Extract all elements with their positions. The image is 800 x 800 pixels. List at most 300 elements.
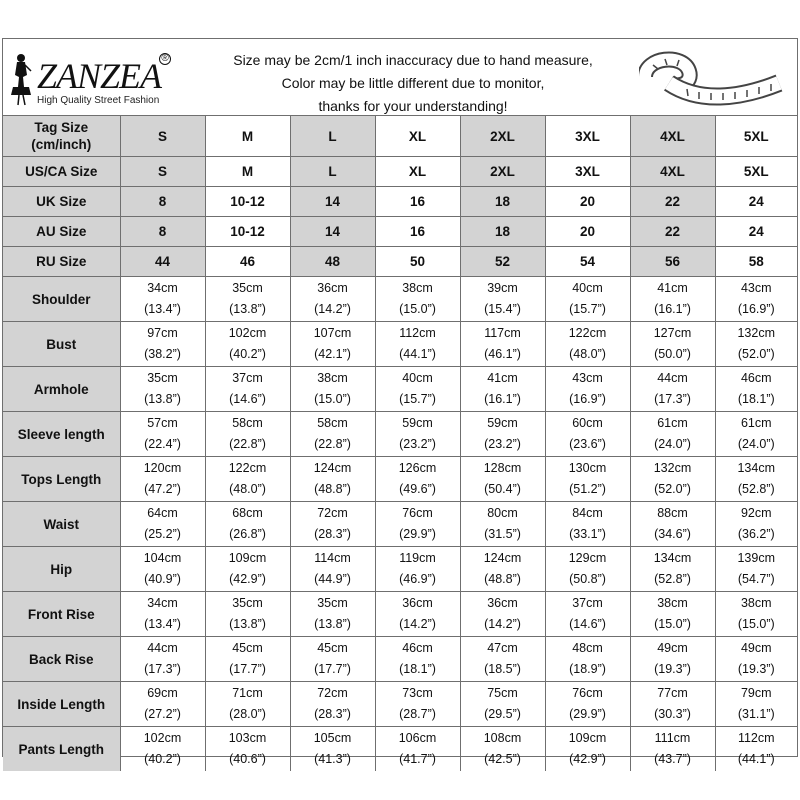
size-row-label: US/CA Size <box>3 157 120 187</box>
cm-value: 117cm <box>484 326 521 340</box>
measurement-cell <box>120 682 205 727</box>
inch-value: (22.8”) <box>229 437 266 451</box>
measurement-label: Tops Length <box>3 457 120 502</box>
cm-value: 119cm <box>399 551 436 565</box>
cm-value: 76cm <box>572 686 603 700</box>
inch-value: (13.4”) <box>144 617 181 631</box>
inch-value: (13.8”) <box>229 302 266 316</box>
inch-value: (28.3”) <box>314 707 351 721</box>
cm-value: 80cm <box>487 506 518 520</box>
measurement-cell <box>205 637 290 682</box>
measurement-cell <box>290 592 375 637</box>
size-cell: 10-12 <box>205 187 290 217</box>
cm-value: 84cm <box>572 506 603 520</box>
cm-value: 106cm <box>398 731 437 745</box>
cm-value: 122cm <box>228 461 267 475</box>
cm-value: 57cm <box>147 416 178 430</box>
fashion-figure-icon <box>7 51 35 107</box>
inch-value: (17.3”) <box>654 392 691 406</box>
measurement-cell <box>545 367 630 412</box>
cm-value: 64cm <box>147 506 178 520</box>
size-cell: 22 <box>630 217 715 247</box>
measurement-cell <box>205 457 290 502</box>
cm-value: 108cm <box>483 731 522 745</box>
measurement-cell <box>375 322 460 367</box>
sizing-notice <box>203 49 623 118</box>
measurement-cell <box>545 277 630 322</box>
inch-value: (49.6”) <box>399 482 436 496</box>
inch-value: (15.0”) <box>737 617 775 631</box>
measurement-cell <box>460 682 545 727</box>
size-row <box>3 247 797 277</box>
size-cell: S <box>120 157 205 187</box>
inch-value: (24.0”) <box>737 437 775 451</box>
measurement-row <box>3 637 797 682</box>
inch-value: (50.4”) <box>484 482 521 496</box>
measurement-cell <box>120 592 205 637</box>
cm-value: 132cm <box>737 326 776 340</box>
cm-value: 107cm <box>313 326 352 340</box>
size-cell: 2XL <box>460 116 545 157</box>
cm-value: 102cm <box>228 326 267 340</box>
inch-value: (50.8”) <box>569 572 606 586</box>
measurement-cell <box>545 412 630 457</box>
size-row-label <box>3 116 120 157</box>
measurement-cell <box>545 502 630 547</box>
cm-value: 102cm <box>143 731 182 745</box>
size-cell: 48 <box>290 247 375 277</box>
size-cell: L <box>290 116 375 157</box>
inch-value: (23.6”) <box>569 437 606 451</box>
inch-value: (44.9”) <box>314 572 351 586</box>
measurement-cell <box>545 547 630 592</box>
cm-value: 124cm <box>313 461 352 475</box>
inch-value: (30.3”) <box>654 707 691 721</box>
measurement-label: Armhole <box>3 367 120 412</box>
inch-value: (13.8”) <box>144 392 181 406</box>
measurement-cell <box>290 322 375 367</box>
inch-value: (46.9”) <box>399 572 436 586</box>
notice-line: Size may be 2cm/1 inch inaccuracy due to hand measure, <box>233 52 593 68</box>
cm-value: 47cm <box>487 641 518 655</box>
cm-value: 45cm <box>317 641 348 655</box>
measurement-cell <box>120 547 205 592</box>
cm-value: 126cm <box>398 461 437 475</box>
inch-value: (19.3”) <box>654 662 691 676</box>
inch-value: (15.7”) <box>399 392 436 406</box>
measurement-cell <box>375 457 460 502</box>
measurement-cell <box>630 277 715 322</box>
cm-value: 38cm <box>740 596 772 610</box>
measurement-cell <box>290 412 375 457</box>
inch-value: (16.9”) <box>737 302 775 316</box>
measuring-tape-icon <box>639 43 785 113</box>
measurement-cell <box>375 682 460 727</box>
size-cell: 2XL <box>460 157 545 187</box>
size-cell: 8 <box>120 187 205 217</box>
size-cell: 4XL <box>630 157 715 187</box>
cm-value: 34cm <box>147 596 178 610</box>
measurement-cell <box>460 367 545 412</box>
measurement-cell <box>120 502 205 547</box>
measurement-cell <box>290 367 375 412</box>
size-cell: 54 <box>545 247 630 277</box>
measurement-cell <box>545 637 630 682</box>
inch-value: (25.2”) <box>144 527 181 541</box>
size-cell: 58 <box>715 247 797 277</box>
brand-tagline: High Quality Street Fashion <box>37 95 160 106</box>
inch-value: (28.3”) <box>314 527 351 541</box>
measurement-cell <box>715 322 797 367</box>
cm-value: 92cm <box>740 506 772 520</box>
inch-value: (42.9”) <box>229 572 266 586</box>
measurement-cell <box>205 502 290 547</box>
inch-value: (14.2”) <box>314 302 351 316</box>
measurement-cell <box>715 457 797 502</box>
inch-value: (47.2”) <box>144 482 181 496</box>
cm-value: 58cm <box>232 416 263 430</box>
measurement-cell <box>630 637 715 682</box>
inch-value: (14.6”) <box>569 617 606 631</box>
measurement-cell <box>630 682 715 727</box>
label-line: (cm/inch) <box>31 137 92 152</box>
size-cell: 14 <box>290 187 375 217</box>
measurement-cell <box>630 547 715 592</box>
inch-value: (22.4”) <box>144 437 181 451</box>
inch-value: (36.2”) <box>737 527 775 541</box>
inch-value: (48.8”) <box>314 482 351 496</box>
size-cell: M <box>205 157 290 187</box>
cm-value: 120cm <box>143 461 182 475</box>
inch-value: (41.3”) <box>314 752 351 766</box>
inch-value: (13.8”) <box>314 617 351 631</box>
measurement-cell <box>375 547 460 592</box>
inch-value: (52.8”) <box>654 572 691 586</box>
size-cell: S <box>120 116 205 157</box>
inch-value: (52.0”) <box>654 482 691 496</box>
cm-value: 40cm <box>402 371 433 385</box>
measurement-cell <box>460 547 545 592</box>
inch-value: (15.7”) <box>569 302 606 316</box>
measurement-cell <box>120 637 205 682</box>
cm-value: 105cm <box>313 731 352 745</box>
cm-value: 71cm <box>232 686 263 700</box>
cm-value: 77cm <box>657 686 688 700</box>
cm-value: 59cm <box>402 416 433 430</box>
measurement-cell <box>375 502 460 547</box>
cm-value: 48cm <box>572 641 603 655</box>
measurement-cell <box>375 412 460 457</box>
cm-value: 129cm <box>568 551 607 565</box>
inch-value: (40.6”) <box>229 752 266 766</box>
cm-value: 36cm <box>317 281 348 295</box>
size-row-label: AU Size <box>3 217 120 247</box>
size-cell: 16 <box>375 217 460 247</box>
measurement-cell <box>290 727 375 772</box>
measurement-cell <box>630 412 715 457</box>
inch-value: (23.2”) <box>484 437 521 451</box>
measurement-cell <box>205 592 290 637</box>
cm-value: 127cm <box>653 326 692 340</box>
notice-line: thanks for your understanding! <box>318 98 508 114</box>
inch-value: (13.8”) <box>229 617 266 631</box>
measurement-cell <box>460 592 545 637</box>
zanzea-logo <box>7 47 207 111</box>
cm-value: 45cm <box>232 641 263 655</box>
measurement-label: Inside Length <box>3 682 120 727</box>
measurement-cell <box>460 502 545 547</box>
inch-value: (15.0”) <box>399 302 436 316</box>
measurement-cell <box>630 457 715 502</box>
measurement-label: Bust <box>3 322 120 367</box>
measurement-cell <box>630 727 715 772</box>
cm-value: 59cm <box>487 416 518 430</box>
measurement-cell <box>545 727 630 772</box>
size-table <box>3 115 797 771</box>
brand-name: ZANZEA <box>37 56 162 96</box>
cm-value: 60cm <box>572 416 603 430</box>
inch-value: (52.0”) <box>737 347 775 361</box>
inch-value: (14.2”) <box>484 617 521 631</box>
measurement-row <box>3 412 797 457</box>
measurement-label: Front Rise <box>3 592 120 637</box>
cm-value: 114cm <box>314 551 351 565</box>
inch-value: (48.0”) <box>569 347 606 361</box>
inch-value: (40.2”) <box>229 347 266 361</box>
cm-value: 43cm <box>572 371 603 385</box>
measurement-label: Sleeve length <box>3 412 120 457</box>
inch-value: (15.0”) <box>314 392 351 406</box>
measurement-cell <box>715 637 797 682</box>
cm-value: 38cm <box>402 281 433 295</box>
measurement-cell <box>290 457 375 502</box>
inch-value: (51.2”) <box>569 482 606 496</box>
cm-value: 104cm <box>143 551 182 565</box>
inch-value: (54.7”) <box>737 572 775 586</box>
inch-value: (18.1”) <box>737 392 775 406</box>
inch-value: (22.8”) <box>314 437 351 451</box>
inch-value: (24.0”) <box>654 437 691 451</box>
measurement-cell <box>715 682 797 727</box>
inch-value: (40.2”) <box>144 752 181 766</box>
cm-value: 37cm <box>232 371 263 385</box>
size-cell: 50 <box>375 247 460 277</box>
size-cell: 8 <box>120 217 205 247</box>
measurement-cell <box>715 412 797 457</box>
cm-value: 40cm <box>572 281 603 295</box>
size-cell: 56 <box>630 247 715 277</box>
cm-value: 35cm <box>317 596 348 610</box>
inch-value: (16.1”) <box>654 302 691 316</box>
cm-value: 124cm <box>483 551 522 565</box>
size-cell: M <box>205 116 290 157</box>
notice-line: Color may be little different due to monitor, <box>281 75 545 91</box>
measurement-cell <box>460 322 545 367</box>
measurement-label: Pants Length <box>3 727 120 772</box>
measurement-cell <box>205 727 290 772</box>
size-cell: 5XL <box>715 116 797 157</box>
cm-value: 109cm <box>568 731 607 745</box>
size-cell: 44 <box>120 247 205 277</box>
measurement-cell <box>715 277 797 322</box>
measurement-cell <box>715 547 797 592</box>
measurement-cell <box>545 682 630 727</box>
inch-value: (16.9”) <box>569 392 606 406</box>
inch-value: (18.9”) <box>569 662 606 676</box>
inch-value: (52.8”) <box>737 482 775 496</box>
inch-value: (16.1”) <box>484 392 521 406</box>
measurement-cell <box>630 367 715 412</box>
measurement-row <box>3 547 797 592</box>
cm-value: 61cm <box>740 416 772 430</box>
measurement-cell <box>630 502 715 547</box>
measurement-cell <box>120 322 205 367</box>
size-cell: 5XL <box>715 157 797 187</box>
measurement-row <box>3 457 797 502</box>
cm-value: 36cm <box>402 596 433 610</box>
cm-value: 37cm <box>572 596 603 610</box>
inch-value: (15.4”) <box>484 302 521 316</box>
inch-value: (28.0”) <box>229 707 266 721</box>
registered-mark-icon: ® <box>159 53 171 65</box>
cm-value: 38cm <box>657 596 688 610</box>
measurement-row <box>3 682 797 727</box>
measurement-cell <box>545 322 630 367</box>
cm-value: 134cm <box>737 461 776 475</box>
size-cell: 3XL <box>545 157 630 187</box>
inch-value: (27.2”) <box>144 707 181 721</box>
chart-header <box>3 39 797 116</box>
measurement-cell <box>460 727 545 772</box>
inch-value: (42.9”) <box>569 752 606 766</box>
cm-value: 130cm <box>568 461 607 475</box>
inch-value: (44.1”) <box>399 347 436 361</box>
inch-value: (15.0”) <box>654 617 691 631</box>
measurement-cell <box>545 592 630 637</box>
measurement-cell <box>120 277 205 322</box>
inch-value: (42.5”) <box>484 752 521 766</box>
measurement-cell <box>290 502 375 547</box>
cm-value: 39cm <box>487 281 518 295</box>
measurement-cell <box>460 277 545 322</box>
size-row-label: UK Size <box>3 187 120 217</box>
size-row-label: RU Size <box>3 247 120 277</box>
measurement-label: Waist <box>3 502 120 547</box>
size-chart-sheet <box>2 38 798 766</box>
cm-value: 61cm <box>657 416 688 430</box>
inch-value: (46.1”) <box>484 347 521 361</box>
measurement-label: Shoulder <box>3 277 120 322</box>
cm-value: 46cm <box>740 371 772 385</box>
measurement-cell <box>205 277 290 322</box>
measurement-cell <box>375 592 460 637</box>
cm-value: 35cm <box>232 596 263 610</box>
size-row <box>3 187 797 217</box>
cm-value: 49cm <box>740 641 772 655</box>
size-cell: 46 <box>205 247 290 277</box>
measurement-cell <box>375 637 460 682</box>
cm-value: 72cm <box>317 686 348 700</box>
size-cell: 24 <box>715 187 797 217</box>
cm-value: 41cm <box>657 281 688 295</box>
inch-value: (29.5”) <box>484 707 521 721</box>
cm-value: 41cm <box>487 371 518 385</box>
measurement-cell <box>120 727 205 772</box>
cm-value: 76cm <box>402 506 433 520</box>
measurement-cell <box>120 367 205 412</box>
inch-value: (44.1”) <box>737 752 775 766</box>
size-cell: 20 <box>545 217 630 247</box>
cm-value: 112cm <box>399 326 436 340</box>
cm-value: 36cm <box>487 596 518 610</box>
cm-value: 122cm <box>568 326 607 340</box>
inch-value: (17.7”) <box>229 662 266 676</box>
measurement-cell <box>290 547 375 592</box>
size-cell: 10-12 <box>205 217 290 247</box>
cm-value: 69cm <box>147 686 178 700</box>
inch-value: (29.9”) <box>399 527 436 541</box>
inch-value: (18.5”) <box>484 662 521 676</box>
cm-value: 88cm <box>657 506 688 520</box>
cm-value: 73cm <box>402 686 433 700</box>
inch-value: (28.7”) <box>399 707 436 721</box>
inch-value: (17.7”) <box>314 662 351 676</box>
cm-value: 128cm <box>483 461 522 475</box>
cm-value: 132cm <box>653 461 692 475</box>
measurement-cell <box>375 277 460 322</box>
size-cell: 22 <box>630 187 715 217</box>
measurement-cell <box>715 727 797 772</box>
inch-value: (17.3”) <box>144 662 181 676</box>
measurement-cell <box>630 322 715 367</box>
cm-value: 58cm <box>317 416 348 430</box>
inch-value: (18.1”) <box>399 662 436 676</box>
cm-value: 49cm <box>657 641 688 655</box>
measurement-cell <box>205 682 290 727</box>
cm-value: 79cm <box>740 686 772 700</box>
inch-value: (34.6”) <box>654 527 691 541</box>
measurement-row <box>3 727 797 772</box>
measurement-cell <box>375 367 460 412</box>
size-row <box>3 217 797 247</box>
size-cell: 3XL <box>545 116 630 157</box>
size-cell: 18 <box>460 187 545 217</box>
inch-value: (26.8”) <box>229 527 266 541</box>
cm-value: 35cm <box>232 281 263 295</box>
measurement-cell <box>630 592 715 637</box>
measurement-cell <box>375 727 460 772</box>
cm-value: 109cm <box>228 551 267 565</box>
measurement-cell <box>715 592 797 637</box>
measurement-cell <box>460 412 545 457</box>
size-cell: XL <box>375 157 460 187</box>
measurement-row <box>3 502 797 547</box>
measurement-cell <box>205 322 290 367</box>
measurement-label: Hip <box>3 547 120 592</box>
inch-value: (50.0”) <box>654 347 691 361</box>
size-cell: 16 <box>375 187 460 217</box>
size-cell: 14 <box>290 217 375 247</box>
inch-value: (23.2”) <box>399 437 436 451</box>
inch-value: (41.7”) <box>399 752 436 766</box>
measurement-cell <box>120 457 205 502</box>
measurement-cell <box>205 547 290 592</box>
size-cell: 18 <box>460 217 545 247</box>
inch-value: (29.9”) <box>569 707 606 721</box>
inch-value: (19.3”) <box>737 662 775 676</box>
measurement-cell <box>205 412 290 457</box>
cm-value: 68cm <box>232 506 263 520</box>
